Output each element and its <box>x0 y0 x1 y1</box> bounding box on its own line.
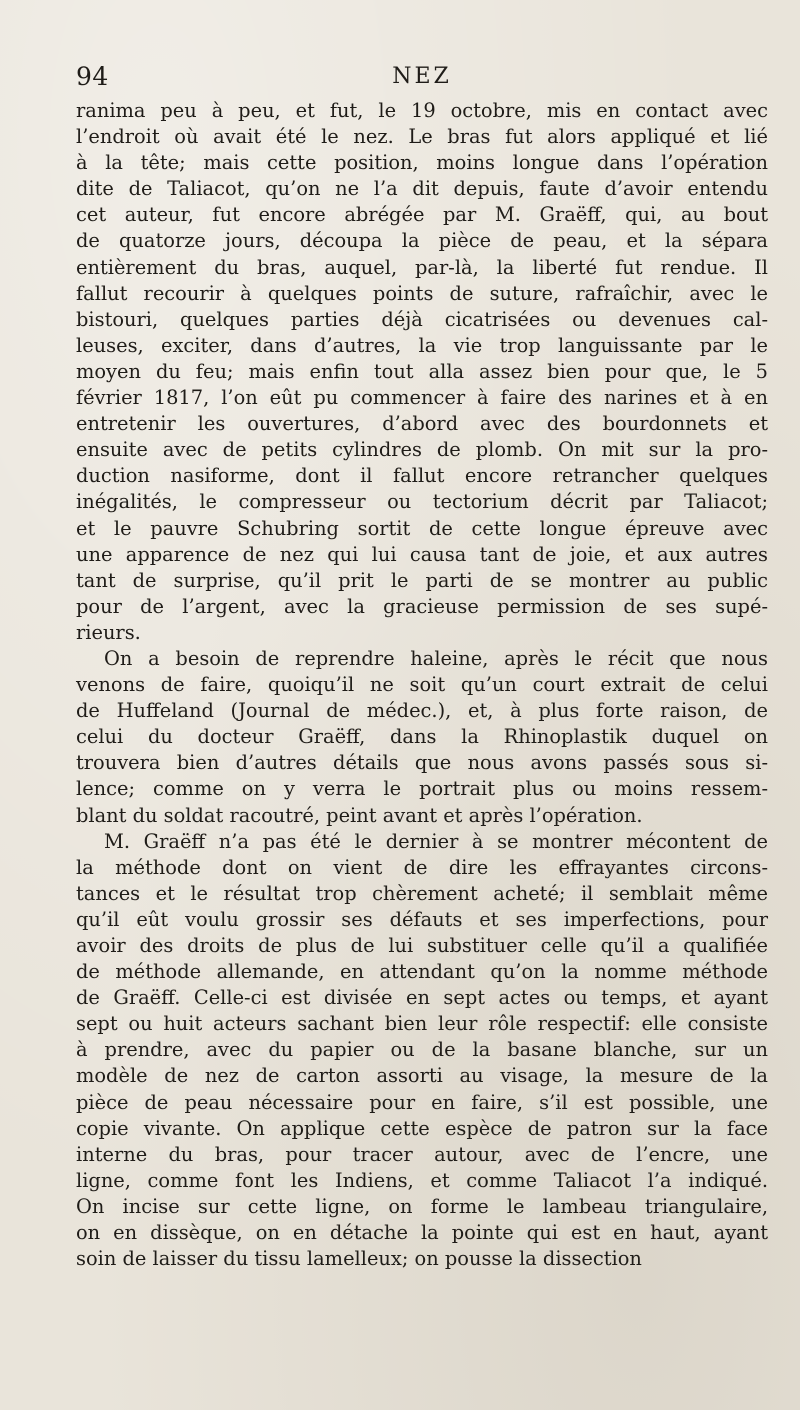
text-line: copie vivante. On applique cette espèce de patron sur la face <box>76 1116 768 1140</box>
body-text <box>76 98 768 1272</box>
text-line: de Graëff. Celle-ci est divisée en sept actes ou temps, et ayant <box>76 986 768 1010</box>
text-line: leuses, exciter, dans d’autres, la vie trop languissante par le <box>76 333 768 357</box>
text-line: M. Graëff n’a pas été le dernier à se montrer mécontent de <box>104 829 768 853</box>
text-line: trouvera bien d’autres détails que nous avons passés sous si- <box>76 751 768 775</box>
text-line: une apparence de nez qui lui causa tant de joie, et aux autres <box>76 542 768 566</box>
text-line: qu’il eût voulu grossir ses défauts et ses imperfections, pour <box>76 907 768 931</box>
text-line: sept ou huit acteurs sachant bien leur rôle respectif: elle consiste <box>76 1012 768 1036</box>
text-line: de Huffeland (Journal de médec.), et, à plus forte raison, de <box>76 699 768 723</box>
text-line: ensuite avec de petits cylindres de plomb. On mit sur la pro- <box>76 438 768 462</box>
text-line: de quatorze jours, découpa la pièce de peau, et la sépara <box>76 229 768 253</box>
text-line: dite de Taliacot, qu’on ne l’a dit depuis, faute d’avoir entendu <box>76 177 768 201</box>
paragraph <box>76 829 768 1273</box>
text-line: tant de surprise, qu’il prit le parti de se montrer au public <box>76 568 768 592</box>
text-line: On incise sur cette ligne, on forme le lambeau triangulaire, <box>76 1194 768 1218</box>
text-line: février 1817, l’on eût pu commencer à faire des narines et à en <box>76 386 768 410</box>
text-line: pour de l’argent, avec la gracieuse permission de ses supé- <box>76 594 768 618</box>
text-line: l’endroit où avait été le nez. Le bras fut alors appliqué et lié <box>76 125 768 149</box>
running-head <box>76 62 768 98</box>
text-line: fallut recourir à quelques points de suture, rafraîchir, avec le <box>76 281 768 305</box>
text-line: modèle de nez de carton assorti au visage, la mesure de la <box>76 1064 768 1088</box>
text-line: entretenir les ouvertures, d’abord avec des bourdonnets et <box>76 412 768 436</box>
text-line: et le pauvre Schubring sortit de cette longue épreuve avec <box>76 516 768 540</box>
paragraph <box>76 98 768 646</box>
text-line: pièce de peau nécessaire pour en faire, s’il est possible, une <box>76 1090 768 1114</box>
text-line: soin de laisser du tissu lamelleux; on pousse la dissection <box>76 1247 642 1271</box>
text-line: ranima peu à peu, et fut, le 19 octobre, mis en contact avec <box>76 99 768 122</box>
text-line: venons de faire, quoiqu’il ne soit qu’un court extrait de celui <box>76 673 768 697</box>
text-line: bistouri, quelques parties déjà cicatrisées ou devenues cal- <box>76 307 768 331</box>
text-line: de méthode allemande, en attendant qu’on la nomme méthode <box>76 960 768 984</box>
text-line: la méthode dont on vient de dire les effrayantes circons- <box>76 855 768 879</box>
text-line: On a besoin de reprendre haleine, après le récit que nous <box>104 646 768 670</box>
text-line: moyen du feu; mais enfin tout alla assez bien pour que, le 5 <box>76 359 768 383</box>
running-title: NEZ <box>392 64 452 89</box>
text-line: entièrement du bras, auquel, par-là, la liberté fut rendue. Il <box>76 255 768 279</box>
text-line: rieurs. <box>76 620 141 644</box>
text-line: tances et le résultat trop chèrement acheté; il semblait même <box>76 881 768 905</box>
text-line: à prendre, avec du papier ou de la basane blanche, sur un <box>76 1038 768 1062</box>
text-line: celui du docteur Graëff, dans la Rhinoplastik duquel on <box>76 725 768 749</box>
page-number: 94 <box>76 62 109 91</box>
text-line: on en dissèque, on en détache la pointe qui est en haut, ayant <box>76 1221 768 1245</box>
text-line: lence; comme on y verra le portrait plus ou moins ressem- <box>76 777 768 801</box>
text-line: à la tête; mais cette position, moins longue dans l’opération <box>76 151 768 175</box>
paragraph <box>76 646 768 829</box>
text-line: duction nasiforme, dont il fallut encore retrancher quelques <box>76 464 768 488</box>
text-line: inégalités, le compresseur ou tectorium décrit par Taliacot; <box>76 490 768 514</box>
text-line: cet auteur, fut encore abrégée par M. Graëff, qui, au bout <box>76 203 768 227</box>
text-line: avoir des droits de plus de lui substituer celle qu’il a qualifiée <box>76 934 768 957</box>
text-line: interne du bras, pour tracer autour, avec de l’encre, une <box>76 1142 768 1166</box>
text-line: ligne, comme font les Indiens, et comme Taliacot l’a indiqué. <box>76 1168 768 1192</box>
text-line: blant du soldat racoutré, peint avant et après l’opération. <box>76 803 643 827</box>
